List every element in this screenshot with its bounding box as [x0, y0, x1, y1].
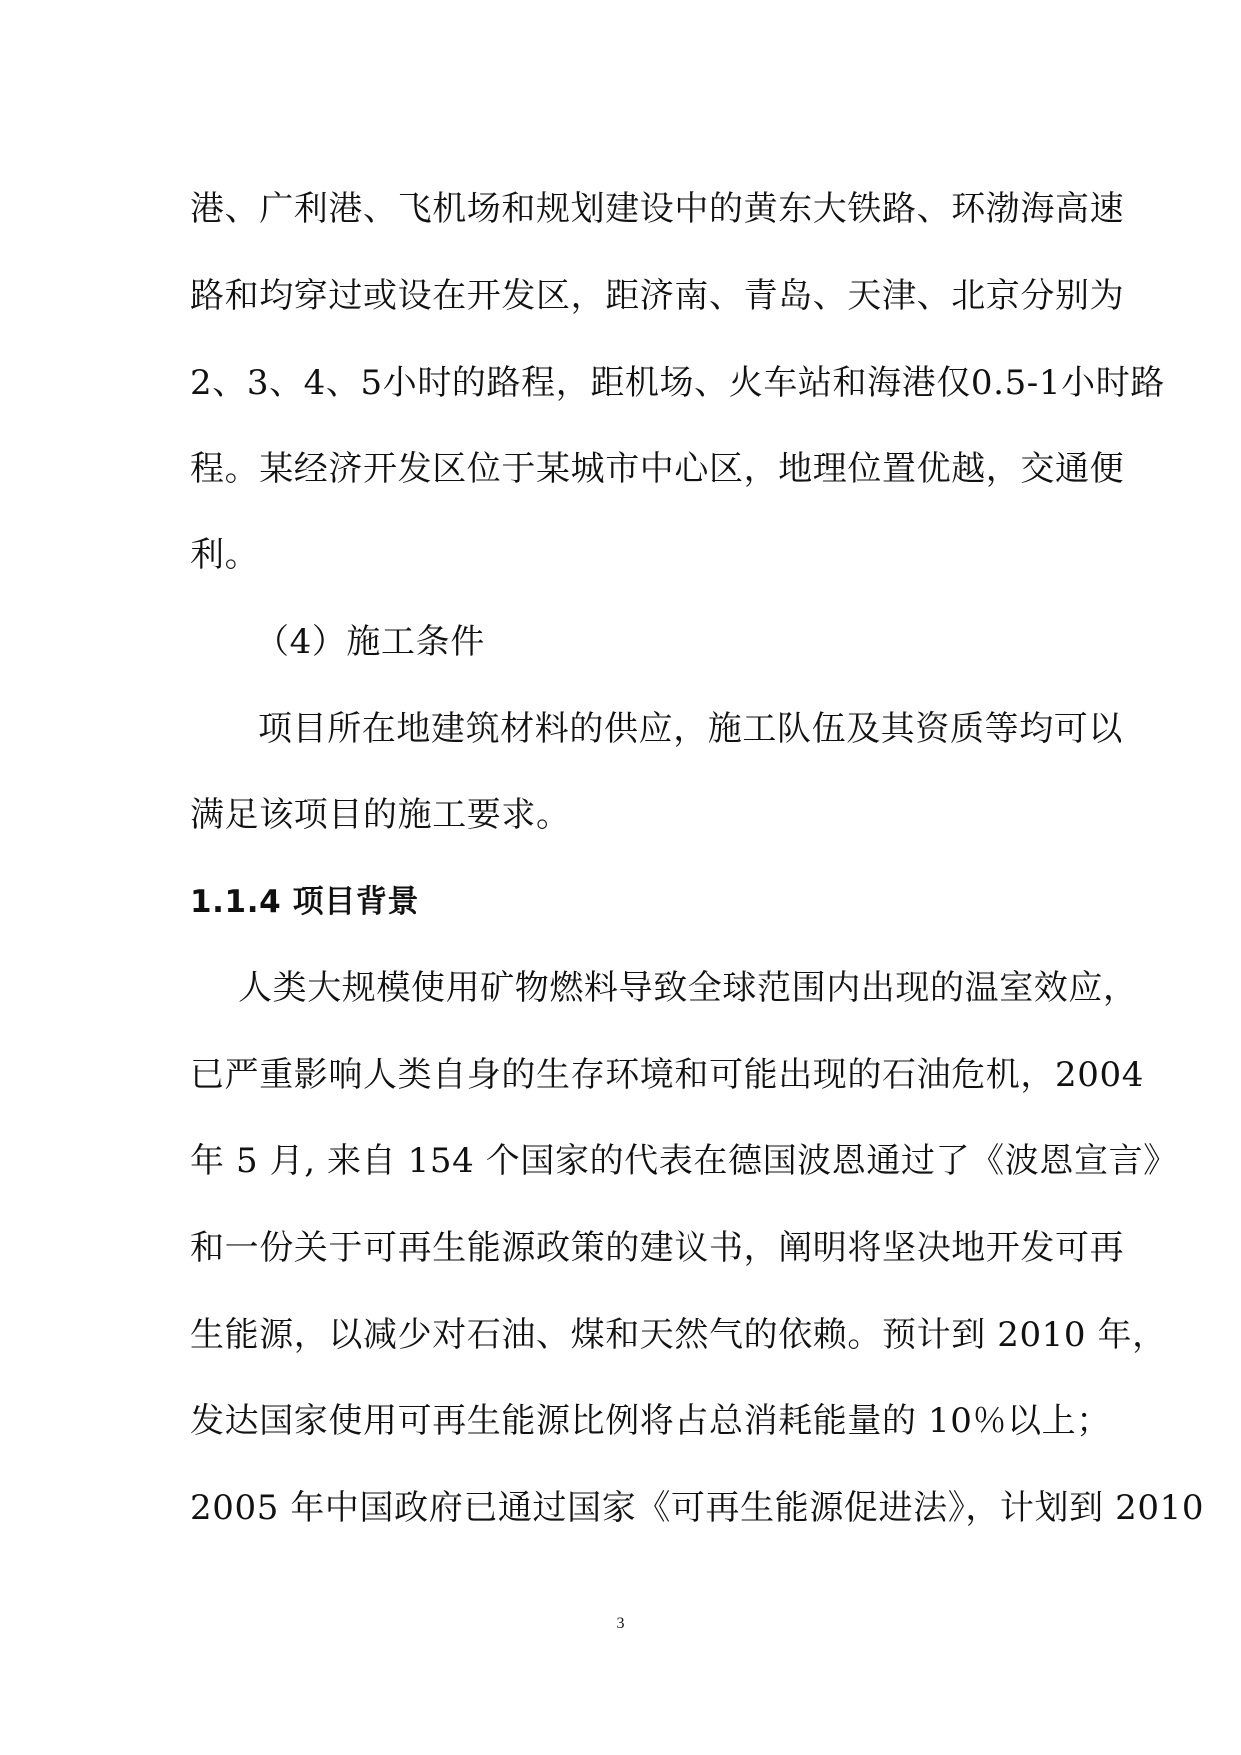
body-text-line: 利。 [190, 535, 260, 575]
body-text-line: 和一份关于可再生能源政策的建议书，阐明将坚决地开发可再 [190, 1228, 1125, 1268]
body-text-line: 已严重影响人类自身的生存环境和可能出现的石油危机，2004 [190, 1055, 1144, 1095]
body-text-line: 2、3、4、5小时的路程，距机场、火车站和海港仅0.5-1小时路 [190, 363, 1165, 403]
body-text-line: 路和均穿过或设在开发区，距济南、青岛、天津、北京分别为 [190, 276, 1125, 316]
body-text-line: 人类大规模使用矿物燃料导致全球范围内出现的温室效应， [238, 968, 1138, 1008]
body-text-line: 发达国家使用可再生能源比例将占总消耗能量的 10％以上； [190, 1401, 1111, 1441]
body-text-line: 2005 年中国政府已通过国家《可再生能源促进法》，计划到 2010 [190, 1488, 1205, 1528]
body-text-line: 生能源，以减少对石油、煤和天然气的依赖。预计到 2010 年， [190, 1315, 1167, 1355]
body-text-line: 满足该项目的施工要求。 [190, 795, 571, 835]
section-heading: 1.1.4 项目背景 [190, 884, 420, 920]
page-number: 3 [616, 1615, 625, 1632]
body-text-line: 项目所在地建筑材料的供应，施工队伍及其资质等均可以 [258, 709, 1123, 749]
body-text-line: 港、广利港、飞机场和规划建设中的黄东大铁路、环渤海高速 [190, 189, 1125, 229]
body-text-line: 年 5 月, 来自 154 个国家的代表在德国波恩通过了《波恩宣言》 [190, 1141, 1178, 1181]
subsection-title: （4）施工条件 [255, 622, 485, 662]
body-text-line: 程。某经济开发区位于某城市中心区，地理位置优越，交通便 [190, 449, 1125, 489]
